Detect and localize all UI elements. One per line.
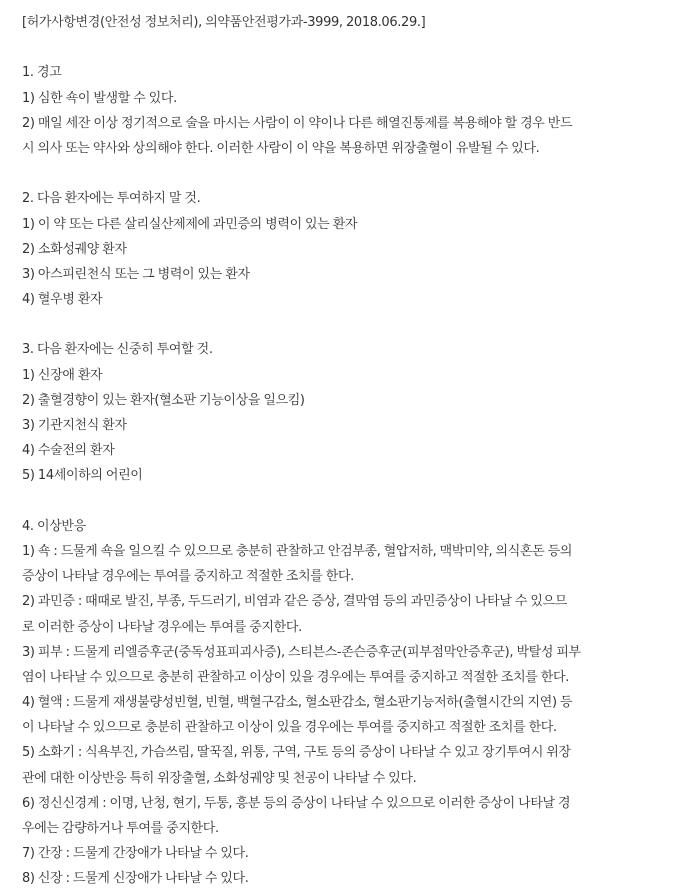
- section-spacer: [22, 35, 679, 60]
- section-line: 시 의사 또는 약사와 상의해야 한다. 이러한 사람이 이 약을 복용하면 위장출혈이 유발될 수 있다.: [22, 140, 540, 156]
- section-line: 4) 혈액 : 드물게 재생불량성빈혈, 빈혈, 백혈구감소, 혈소판감소, 혈소판기능저하(출혈시간의 지연) 등: [22, 695, 573, 711]
- section-2: [22, 186, 679, 312]
- section-line: 4) 수술전의 환자: [22, 443, 115, 459]
- section-line: 1) 쇽 : 드물게 쇽을 일으킬 수 있으므로 충분히 관찰하고 안검부종, 혈압저하, 맥박미약, 의식혼돈 등의: [22, 543, 573, 559]
- section-spacer: [22, 312, 679, 337]
- section-line: 7) 간장 : 드물게 간장애가 나타날 수 있다.: [22, 846, 249, 862]
- section-spacer: [22, 161, 679, 186]
- section-heading: 2. 다음 환자에는 투여하지 말 것.: [22, 191, 201, 207]
- section-line: 5) 소화기 : 식욕부진, 가슴쓰림, 딸꾹질, 위통, 구역, 구토 등의 증상이 나타날 수 있고 장기투여시 위장: [22, 745, 571, 761]
- section-spacer: [22, 489, 679, 514]
- section-4: [22, 514, 679, 892]
- section-line: 5) 14세이하의 어린이: [22, 468, 143, 484]
- section-3: [22, 337, 679, 488]
- section-line: 3) 아스피린천식 또는 그 병력이 있는 환자: [22, 266, 250, 282]
- section-line: 3) 기관지천식 환자: [22, 418, 127, 433]
- section-line: 2) 소화성궤양 환자: [22, 241, 127, 257]
- section-line: 관에 대한 이상반응 특히 위장출혈, 소화성궤양 및 천공이 나타날 수 있다.: [22, 770, 417, 786]
- section-line: 1) 이 약 또는 다른 살리실산제제에 과민증의 병력이 있는 환자: [22, 216, 358, 232]
- section-heading: 1. 경고: [22, 65, 62, 81]
- sections-container: [22, 35, 679, 891]
- section-line: 2) 과민증 : 때때로 발진, 부종, 두드러기, 비염과 같은 증상, 결막염 등의 과민증상이 나타날 수 있으므: [22, 594, 567, 610]
- section-line: 3) 피부 : 드물게 리엘증후군(중독성표피괴사증), 스티븐스-존슨증후군(피부점막안증후군), 박탈성 피부: [22, 644, 581, 660]
- section-line: 1) 심한 쇽이 발생할 수 있다.: [22, 90, 177, 106]
- document-header: [허가사항변경(안전성 정보처리), 의약품안전평가과-3999, 2018.06.29.]: [22, 15, 426, 30]
- section-line: 이 나타날 수 있으므로 충분히 관찰하고 이상이 있을 경우에는 투여를 중지하고 적절한 조치를 한다.: [22, 720, 557, 736]
- section-line: 8) 신장 : 드물게 신장애가 나타날 수 있다.: [22, 871, 249, 887]
- section-line: 로 이러한 증상이 나타날 경우에는 투여를 중지한다.: [22, 619, 302, 635]
- section-line: 6) 정신신경계 : 이명, 난청, 현기, 두통, 흥분 등의 증상이 나타날 수 있으므로 이러한 증상이 나타날 경: [22, 795, 571, 811]
- section-line: 2) 매일 세잔 이상 정기적으로 술을 마시는 사람이 이 약이나 다른 해열진통제를 복용해야 할 경우 반드: [22, 115, 573, 131]
- section-line: 2) 출혈경향이 있는 환자(혈소판 기능이상을 일으킴): [22, 392, 305, 408]
- section-line: 염이 나타날 수 있으므로 충분히 관찰하고 이상이 있을 경우에는 투여를 중지하고 적절한 조치를 한다.: [22, 669, 569, 685]
- section-heading: 3. 다음 환자에는 신중히 투여할 것.: [22, 342, 213, 358]
- section-1: [22, 60, 679, 161]
- document-body: [22, 10, 679, 892]
- section-line: 4) 혈우병 환자: [22, 292, 103, 308]
- section-heading: 4. 이상반응: [22, 518, 86, 534]
- section-line: 1) 신장애 환자: [22, 367, 103, 383]
- section-line: 우에는 감량하거나 투여를 중지한다.: [22, 821, 219, 836]
- section-line: 증상이 나타날 경우에는 투여를 중지하고 적절한 조치를 한다.: [22, 569, 354, 585]
